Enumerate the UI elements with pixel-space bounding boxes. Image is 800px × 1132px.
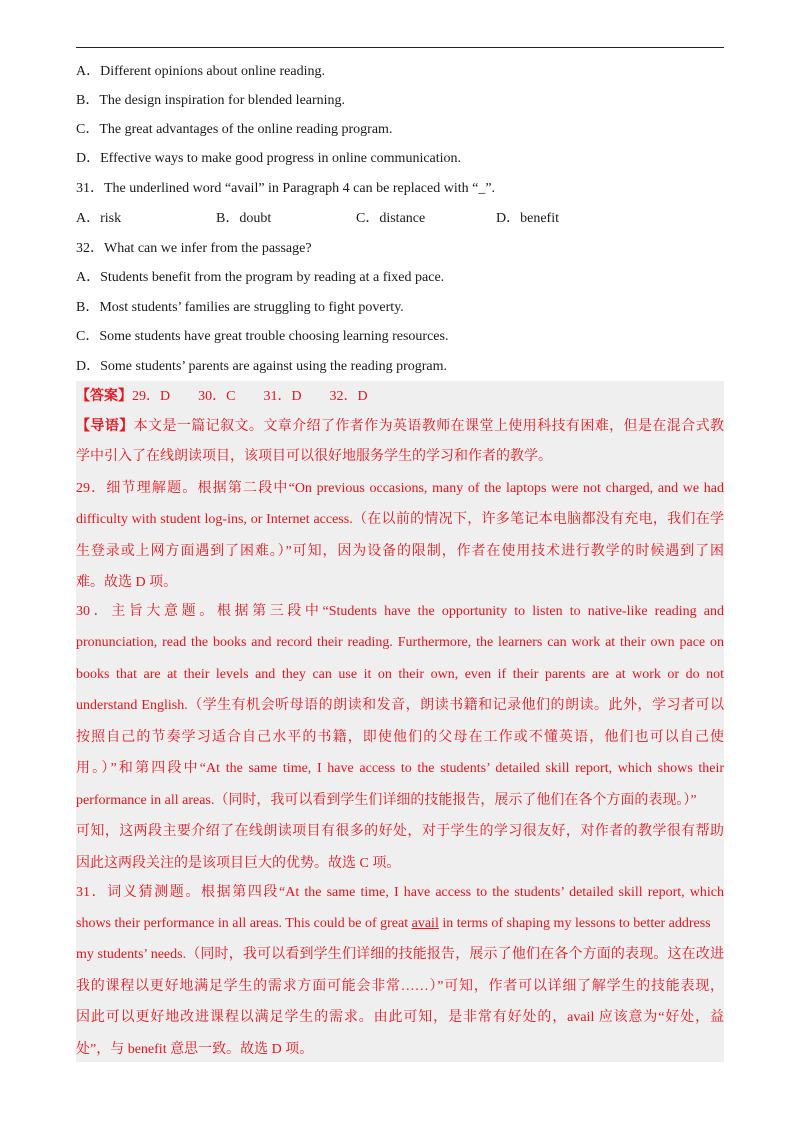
exp29-line-2: difficulty with student log-ins, or Internet access.（在以前的情况下，许多笔记本电脑都没有充电，我们在学 [76,512,724,527]
exp31-line-1: 31．词义猜测题。根据第四段“At the same time, I have access to the students’ detailed skill report, which [76,885,724,900]
exp30-line-1: 30．主旨大意题。根据第三段中“Students have the opportunity to listen to native-like reading and [76,604,724,619]
q31-option-b: B．doubt [216,211,272,226]
exp31-line-3: my students’ needs.（同时，我可以看到学生们详细的技能报告，展示了他们在各个方面的表现。这在改进 [76,947,724,962]
exp31-line-4: 我的课程以更好地满足学生的需求方面可能会非常……）”可知，作者可以详细了解学生的技能表现， [76,979,724,994]
q31-options [76,209,736,229]
q32-option-d: D．Some students’ parents are against using the reading program. [76,359,448,374]
header-rule [76,47,724,48]
intro-label: 【导语】 [76,419,134,434]
q32-option-b: B．Most students’ families are struggling to fight poverty. [76,300,404,315]
exp30-line-8: 可知，这两段主要介绍了在线朗读项目有很多的好处，对于学生的学习很友好，对作者的教学很有帮助 [76,824,724,839]
exp30-line-6: 用。）”和第四段中“At the same time, I have access to the students’ detailed skill report, which shows their [76,761,724,776]
q32-option-c: C．Some students have great trouble choosing learning resources. [76,329,449,344]
exp30-line-5: 按照自己的节奏学习适合自己水平的书籍，即使他们的父母在工作或不懂英语，他们也可以自己使 [76,730,724,745]
exp29-line-1: 29．细节理解题。根据第二段中“On previous occasions, many of the laptops were not charged, and we had [76,481,724,496]
q32-option-a: A．Students benefit from the program by reading at a fixed pace. [76,270,445,285]
underlined-word-avail: avail [411,916,439,931]
exp31-line-2-after: in terms of shaping my lessons to better address [438,916,711,931]
q30-option-d: D．Effective ways to make good progress in online communication. [76,151,462,166]
q30-option-b: B．The design inspiration for blended learning. [76,93,346,108]
exp30-line-2: pronunciation, read the books and record their reading. Furthermore, the learners can work at their own pace on [76,635,724,650]
q31-option-d: D．benefit [496,211,559,226]
intro-text-1: 本文是一篇记叙文。文章介绍了作者作为英语教师在课堂上使用科技有困难，但是在混合式教 [133,419,725,434]
answer-key-values: 29．D 30．C 31．D 32．D [132,389,368,404]
q31-option-c: C．distance [356,211,426,226]
q30-option-a: A．Different opinions about online reading. [76,64,325,79]
q30-option-c: C．The great advantages of the online reading program. [76,122,393,137]
exp31-line-2-before: shows their performance in all areas. This could be of great [76,916,412,931]
answer-section [76,381,724,1062]
q31-option-a: A．risk [76,211,122,226]
exp30-line-4: understand English.（学生有机会听母语的朗读和发音，朗读书籍和记录他们的朗读。此外，学习者可以 [76,698,724,713]
answer-key [76,387,724,407]
intro-line-1 [76,417,724,437]
exp31-line-2 [76,914,724,934]
exp30-line-3: books that are at their levels and they can use it on their own, even if their parents are at work or do not [76,667,724,682]
exp30-line-7: performance in all areas.（同时，我可以看到学生们详细的技能报告，展示了他们在各个方面的表现。）” [76,793,697,808]
exp29-line-3: 生登录或上网方面遇到了困难。）”可知，因为设备的限制，作者在使用技术进行教学的时候遇到了困 [76,544,724,559]
answer-key-label: 【答案】 [76,389,132,404]
exp29-line-4: 难。故选 D 项。 [76,575,178,590]
exp30-line-9: 因此这两段关注的是该项目巨大的优势。故选 C 项。 [76,856,401,871]
exp31-line-6: 处”，与 benefit 意思一致。故选 D 项。 [76,1042,314,1057]
intro-line-2: 学中引入了在线朗读项目，该项目可以很好地服务学生的学习和作者的教学。 [76,449,552,464]
q32-stem: 32．What can we infer from the passage? [76,241,312,256]
exp31-line-5: 因此可以更好地改进课程以满足学生的需求。由此可知，是非常有好处的，avail 应该意为“好处，益 [76,1010,724,1025]
q31-stem: 31．The underlined word “avail” in Paragraph 4 can be replaced with “_”. [76,181,496,196]
